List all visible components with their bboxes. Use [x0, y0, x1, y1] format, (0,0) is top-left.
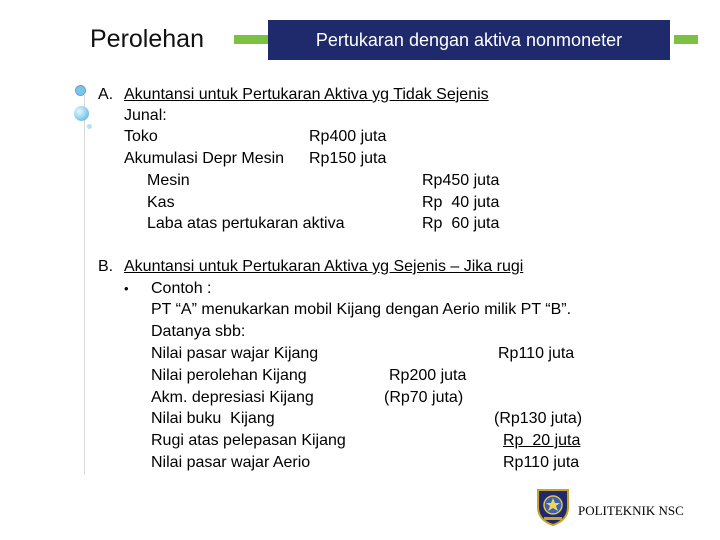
journal-credit: Rp 40 juta [422, 194, 500, 211]
data-row-label: Rugi atas pelepasan Kijang [151, 432, 346, 449]
journal-credit: Rp 60 juta [422, 215, 500, 232]
journal-account: Mesin [147, 172, 190, 189]
decor-bubble-icon [74, 106, 89, 121]
data-row-right: Rp 20 juta [503, 432, 581, 449]
header-title-box [268, 20, 670, 60]
journal-account: Laba atas pertukaran aktiva [147, 215, 345, 232]
data-row-label: Nilai pasar wajar Kijang [151, 345, 319, 362]
data-row-right: Rp110 juta [503, 454, 580, 471]
data-label: Datanya sbb: [151, 323, 246, 340]
data-row-mid: Rp200 juta [389, 367, 467, 384]
institution-name: POLITEKNIK NSC [578, 503, 684, 518]
journal-account: Akumulasi Depr Mesin [124, 150, 285, 167]
bullet-icon: • [124, 281, 129, 296]
journal-account: Kas [147, 194, 175, 211]
section-b-heading: Akuntansi untuk Pertukaran Aktiva yg Sejenis – Jika rugi [124, 258, 524, 275]
section-a-heading: Akuntansi untuk Pertukaran Aktiva yg Tidak Sejenis [124, 86, 489, 103]
header-accent-right [674, 35, 698, 44]
data-row-label: Nilai perolehan Kijang [151, 367, 307, 384]
journal-debit: Rp150 juta [309, 150, 387, 167]
journal-debit: Rp400 juta [309, 128, 387, 145]
header-box-title: Pertukaran dengan aktiva nonmoneter [315, 29, 623, 50]
decor-small-dot-icon [87, 124, 92, 129]
data-row-label: Nilai buku Kijang [151, 410, 275, 427]
politeknik-crest-icon [535, 487, 571, 527]
journal-credit: Rp450 juta [422, 172, 500, 189]
left-rail-line [84, 95, 85, 475]
example-description: PT “A” menukarkan mobil Kijang dengan Aerio milik PT “B”. [151, 301, 572, 318]
data-row-mid: (Rp70 juta) [384, 389, 464, 406]
data-row-label: Nilai pasar wajar Aerio [151, 454, 311, 471]
page-title: Perolehan [90, 25, 204, 53]
data-row-right: Rp110 juta [498, 345, 575, 362]
data-row-label: Akm. depresiasi Kijang [151, 389, 314, 406]
section-a-marker: A. [98, 86, 114, 103]
data-row-right: (Rp130 juta) [494, 410, 583, 427]
section-b-marker: B. [98, 258, 114, 275]
journal-label: Junal: [124, 107, 167, 124]
journal-account: Toko [124, 128, 158, 145]
example-label: Contoh : [151, 280, 212, 297]
decor-dot-icon [75, 85, 86, 96]
